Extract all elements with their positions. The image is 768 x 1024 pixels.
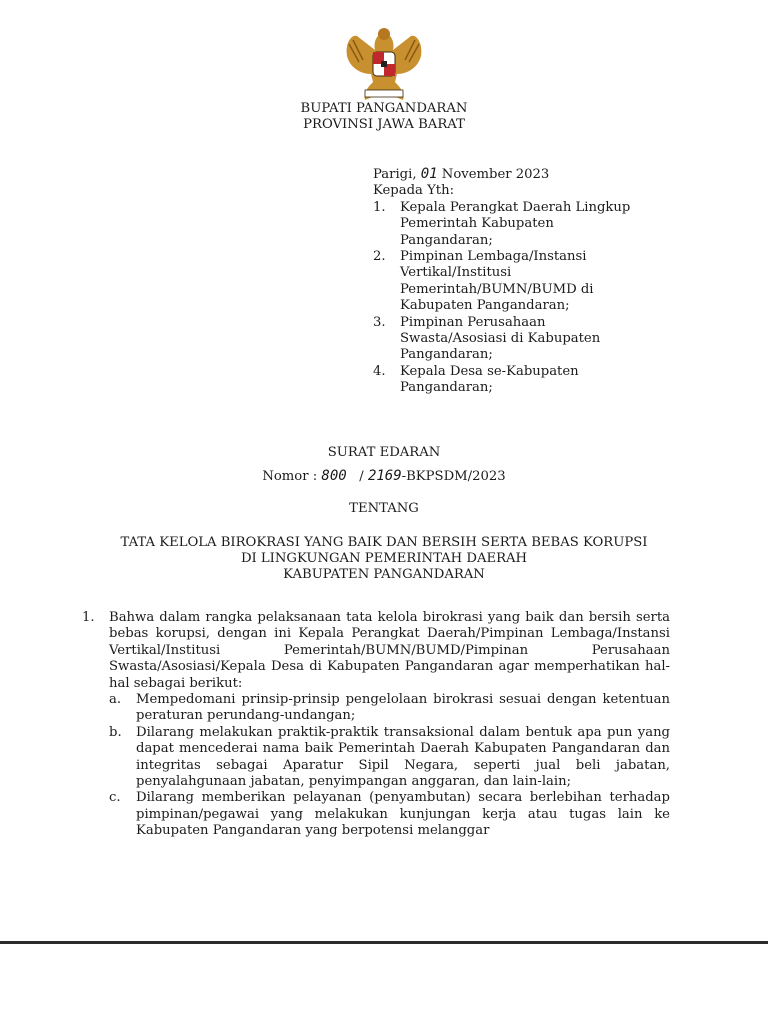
recipient-line: Pemerintah Kabupaten [400,216,554,232]
sub-item [109,790,670,839]
nomor-suffix: -BKPSDM/2023 [401,469,506,484]
month-year: November 2023 [441,167,550,182]
sub-list [109,692,670,840]
recipient-line: Kepala Perangkat Daerah Lingkup [400,199,631,215]
recipient-line: Pemerintah/BUMN/BUMD di [400,281,594,297]
recipient-item [373,249,673,315]
recipient-line: Kabupaten Pangandaran; [400,298,570,314]
recipient-item [373,364,673,397]
recipient-number: 4. [373,363,386,379]
recipient-line: Kepala Desa se-Kabupaten [400,363,579,379]
subject-line-2: DI LINGKUNGAN PEMERINTAH DAERAH [240,551,528,566]
handwritten-number-1: 800 [321,468,347,484]
recipient-item [373,315,673,364]
garuda-emblem-icon [337,22,431,106]
handwritten-number-2: 2169 [367,468,402,484]
page-bottom-rule [0,941,768,944]
letterhead-line-2: PROVINSI JAWA BARAT [303,117,465,132]
recipient-line: Pangandaran; [400,232,493,248]
recipient-number: 2. [373,249,386,265]
sub-item-letter: b. [109,724,122,740]
sub-item-text: Mempedomani prinsip-prinsip pengelolaan birokrasi sesuai dengan ketentuan peraturan perundang-undangan; [136,692,670,724]
recipient-line: Vertikal/Institusi [400,265,512,281]
sub-item-text: Dilarang melakukan praktik-praktik transaksional dalam bentuk apa pun yang dapat mencederai nama baik Pemerintah Daerah Kabupaten Pangandaran dan integritas sebagai Aparatur Sipil Negara, seperti jual beli jabatan, penyalahgunaan jabatan, penyimpangan anggaran, dan lain-lain; [136,724,670,790]
recipient-line: Pangandaran; [400,347,493,363]
sub-item-letter: c. [109,790,121,806]
place-date [373,166,673,183]
recipient-line: Pangandaran; [400,380,493,396]
body-content [82,610,670,840]
sub-item-text: Dilarang memberikan pelayanan (penyambutan) secara berlebihan terhadap pimpinan/pegawai yang melakukan kunjungan kerja atau tugas lain ke Kabupaten Pangandaran yang berpotensi melanggar [136,790,670,839]
recipient-line: Swasta/Asosiasi di Kabupaten [400,331,601,347]
letterhead-line-1: BUPATI PANGANDARAN [300,101,468,116]
recipient-line: Pimpinan Perusahaan [400,314,546,330]
subject-line-1: TATA KELOLA BIROKRASI YANG BAIK DAN BERSIH SERTA BEBAS KORUPSI [120,535,648,550]
recipient-list [373,200,673,397]
recipient-number: 3. [373,314,386,330]
tentang-heading: TENTANG [349,501,419,516]
numbered-paragraph [82,610,670,840]
recipient-item [373,200,673,249]
subject-line-3: KABUPATEN PANGANDARAN [283,567,485,582]
salutation: Kepada Yth: [373,183,455,199]
paragraph-text: Bahwa dalam rangka pelaksanaan tata kelola birokrasi yang baik dan bersih serta bebas korupsi, dengan ini Kepala Perangkat Daerah/Pimpinan Lembaga/Instansi Vertikal/Institusi Pemerintah/BUMN/BUMD/Pimpinan Perusahaan Swasta/Asosiasi/Kepala Desa di Kabupaten Pangandaran agar memperhatikan hal-hal sebagai berikut: [109,610,670,691]
handwritten-day: 01 [420,166,438,182]
document-type-title: SURAT EDARAN [327,445,441,460]
address-block [373,166,673,397]
sub-item [109,692,670,725]
sub-item [109,725,670,791]
recipient-number: 1. [373,199,386,215]
sub-item-letter: a. [109,692,122,708]
paragraph-number: 1. [82,610,95,625]
document-number [0,468,768,485]
nomor-label: Nomor : [262,469,318,484]
nomor-separator: / [359,469,364,484]
place-date-prefix: Parigi, [373,167,417,182]
recipient-line: Pimpinan Lembaga/Instansi [400,249,587,265]
